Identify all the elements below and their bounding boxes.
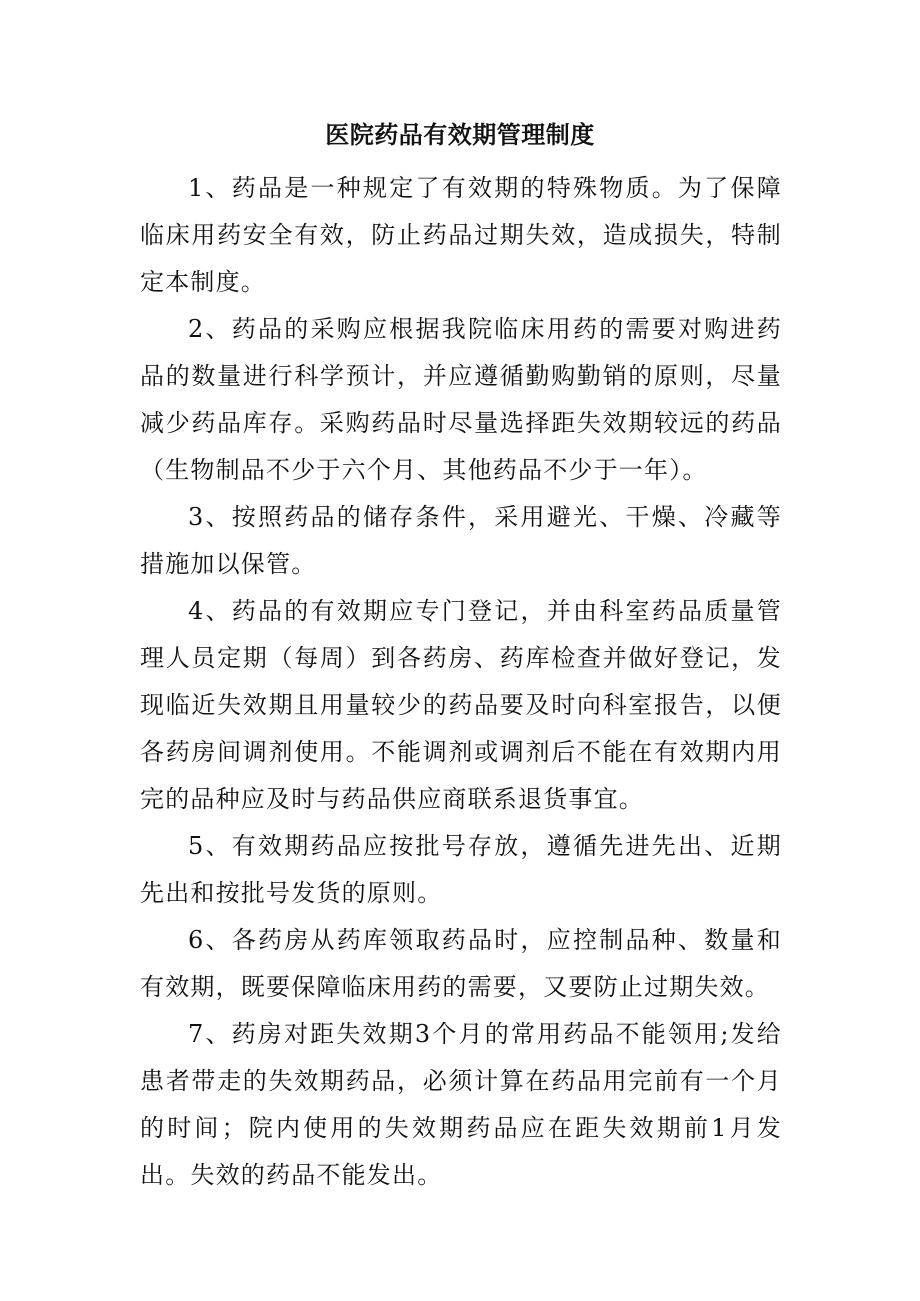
paragraph-2: 2、药品的采购应根据我院临床用药的需要对购进药品的数量进行科学预计，并应遵循勤购勤销的原则，尽量减少药品库存。采购药品时尽量选择距失效期较远的药品（生物制品不少于六个月、其他药品不少于一年）。 [140,315,782,484]
paragraph-6: 6、各药房从药库领取药品时，应控制品种、数量和有效期，既要保障临床用药的需要，又要防止过期失效。 [140,926,782,1001]
document-body [140,165,782,1199]
paragraph-1: 1、药品是一种规定了有效期的特殊物质。为了保障临床用药安全有效，防止药品过期失效，造成损失，特制定本制度。 [140,174,782,296]
paragraph-3: 3、按照药品的储存条件，采用避光、干燥、冷藏等措施加以保管。 [140,503,782,578]
document-title: 医院药品有效期管理制度 [325,120,595,149]
paragraph-4: 4、药品的有效期应专门登记，并由科室药品质量管理人员定期（每周）到各药房、药库检查并做好登记，发现临近失效期且用量较少的药品要及时向科室报告，以便各药房间调剂使用。不能调剂或调剂后不能在有效期内用完的品种应及时与药品供应商联系退货事宜。 [140,597,782,813]
paragraph-5: 5、有效期药品应按批号存放，遵循先进先出、近期先出和按批号发货的原则。 [140,832,782,907]
paragraph-7: 7、药房对距失效期3个月的常用药品不能领用;发给患者带走的失效期药品，必须计算在药品用完前有一个月的时间；院内使用的失效期药品应在距失效期前1月发出。失效的药品不能发出。 [140,1020,782,1189]
